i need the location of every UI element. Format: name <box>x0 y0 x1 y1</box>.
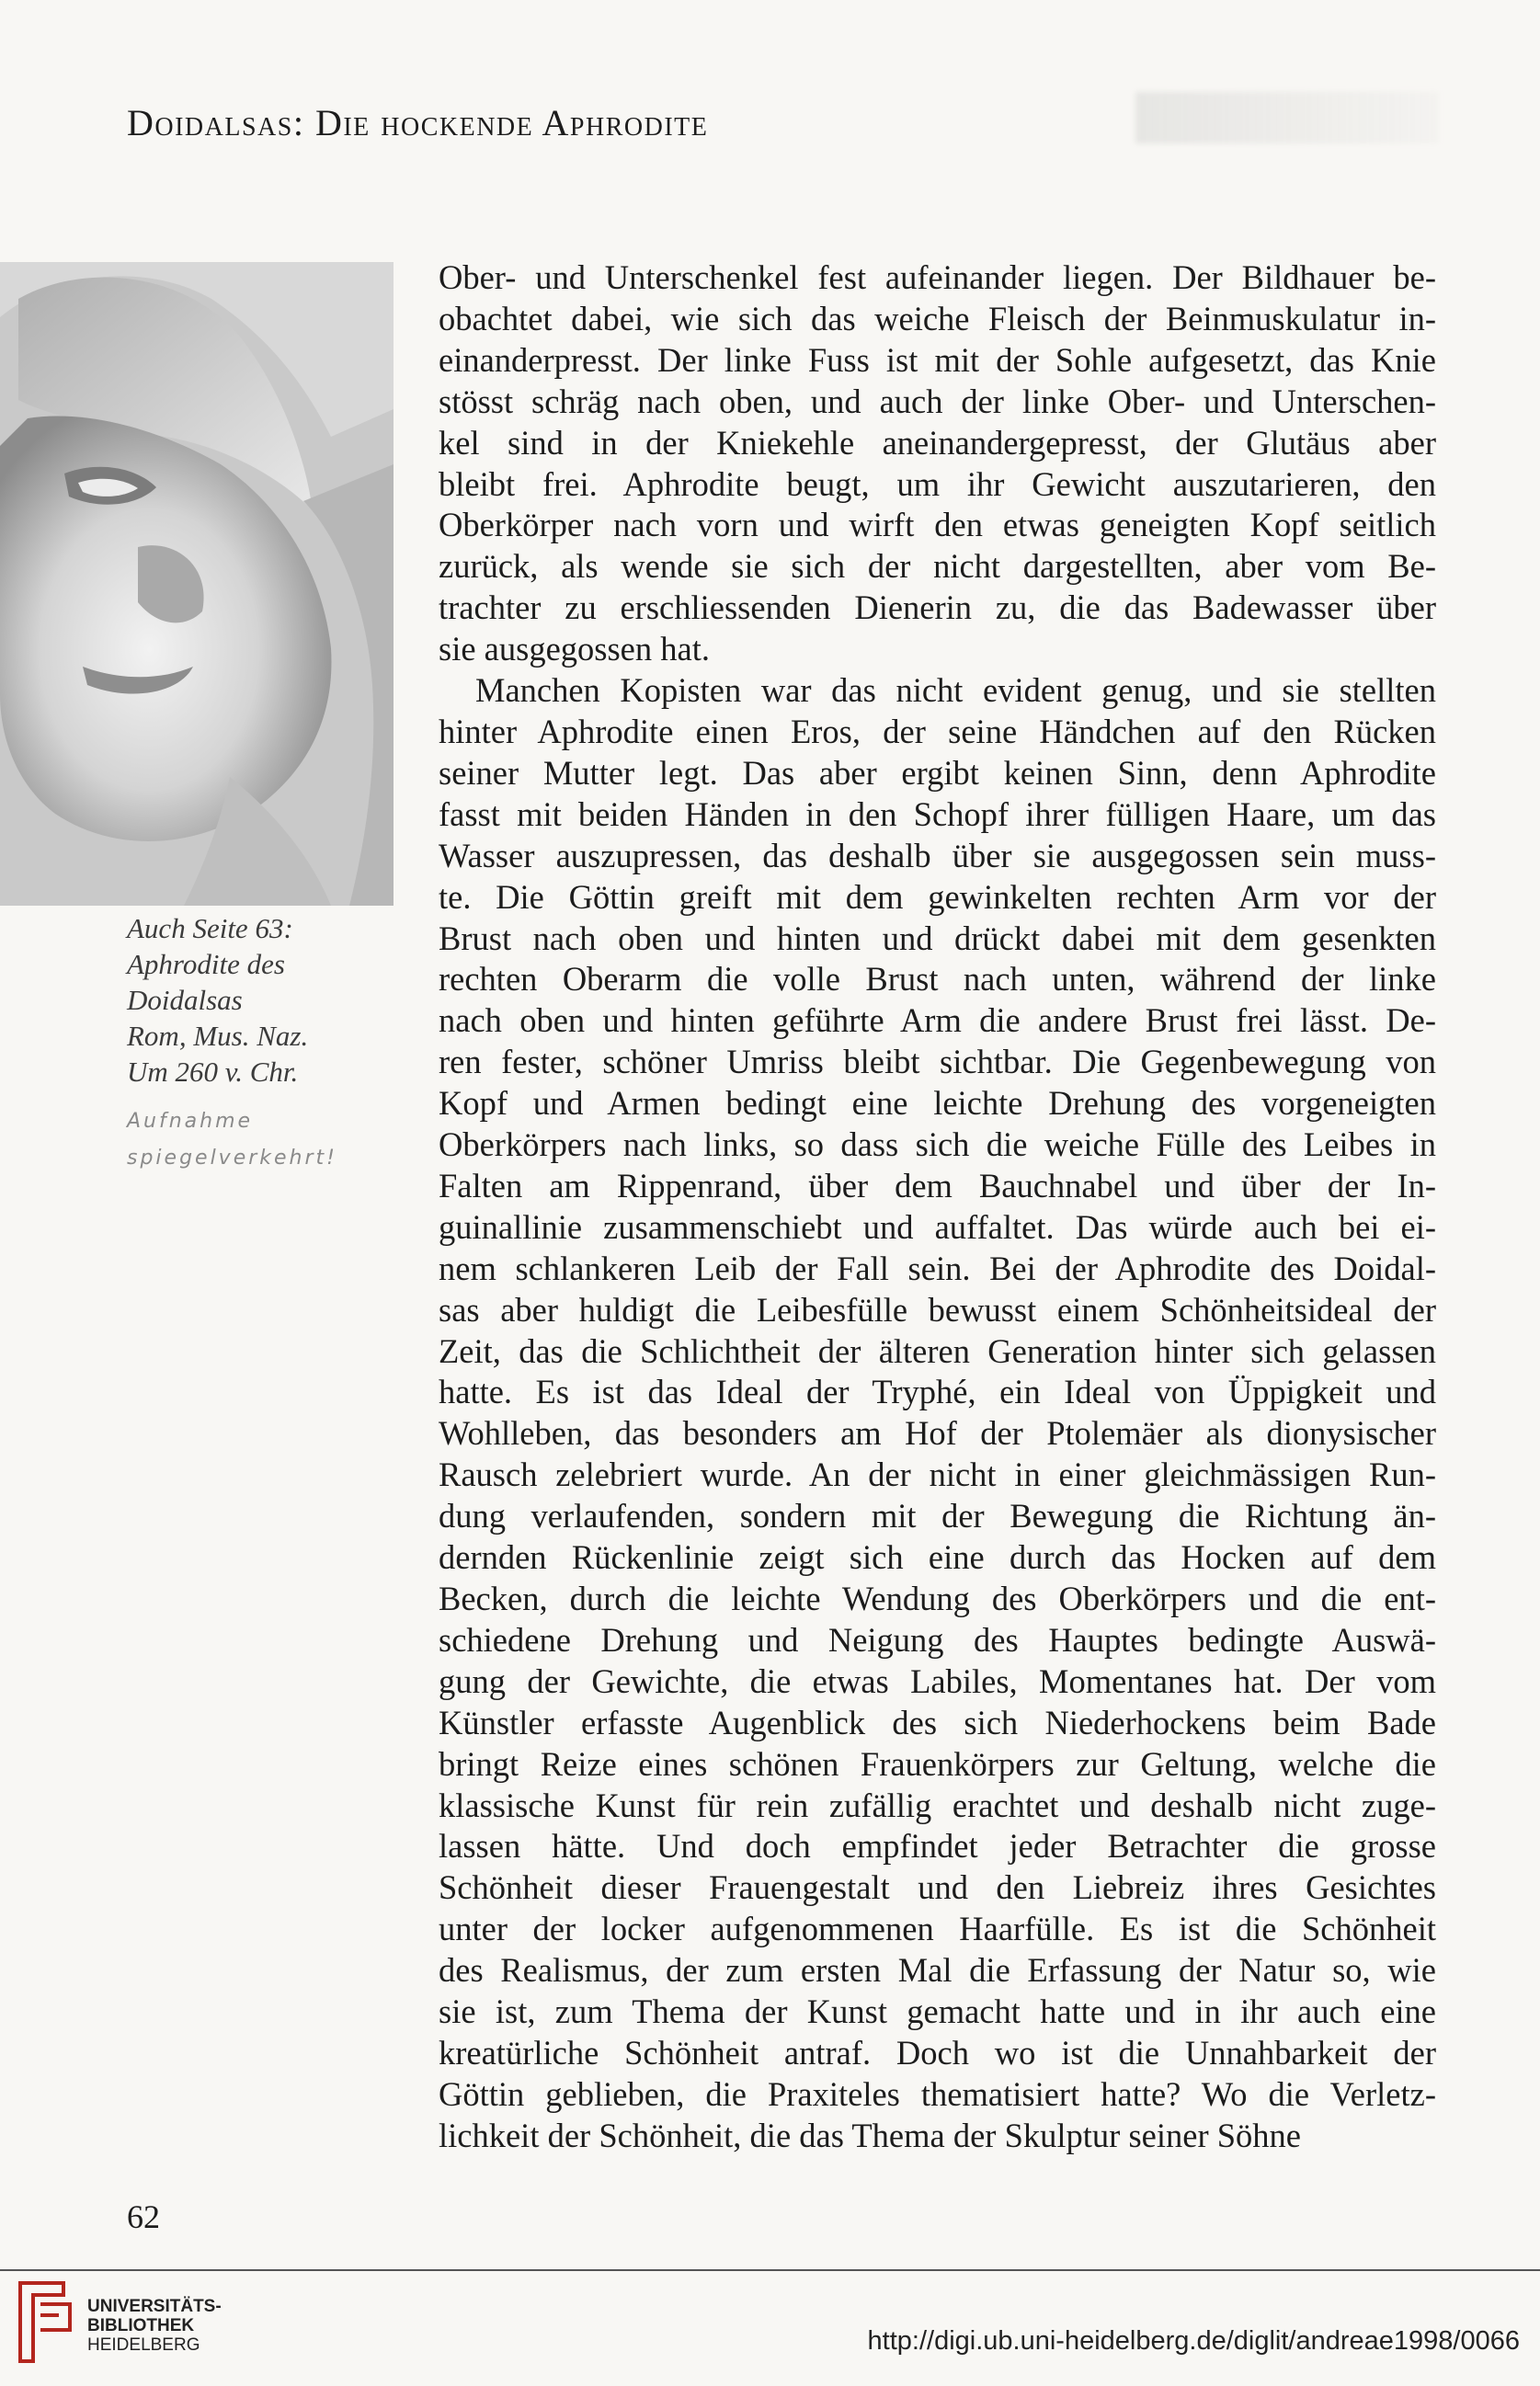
text-line: schiedene Drehung und Neigung des Hauptes bedingte Auswä- <box>439 1620 1436 1659</box>
text-line: Ober- und Unterschenkel fest aufeinander liegen. Der Bildhauer be- <box>439 258 1436 296</box>
text-line: seiner Mutter legt. Das aber ergibt keinen Sinn, denn Aphrodite <box>439 753 1436 792</box>
text-line: dung verlaufenden, sondern mit der Bewegung die Richtung än- <box>439 1497 1436 1535</box>
text-line: kel sind in der Kniekehle aneinandergepresst, der Glutäus aber <box>439 423 1436 462</box>
caption-line: Doidalsas <box>127 984 243 1016</box>
text-line: Wasser auszupressen, das deshalb über sie ausgegossen sein muss- <box>439 836 1436 874</box>
text-line: Zeit, das die Schlichtheit der älteren Generation hinter sich gelassen <box>439 1331 1436 1370</box>
text-line: einanderpresst. Der linke Fuss ist mit der Sohle aufgesetzt, das Knie <box>439 340 1436 379</box>
text-line: Oberkörpers nach links, so dass sich die weiche Fülle des Leibes in <box>439 1125 1436 1164</box>
text-line: fasst mit beiden Händen in den Schopf ihrer fülligen Haare, um das <box>439 794 1436 833</box>
handwritten-note <box>127 1103 394 1177</box>
text-line: Oberkörper nach vorn und wirft den etwas geneigten Kopf seitlich <box>439 506 1436 544</box>
text-line: te. Die Göttin greift mit dem gewinkelten rechten Arm vor der <box>439 877 1436 916</box>
text-line: sie ist, zum Thema der Kunst gemacht hatte und in ihr auch eine <box>439 1992 1436 2031</box>
text-line: bringt Reize eines schönen Frauenkörpers zur Geltung, welche die <box>439 1744 1436 1783</box>
text-line: zurück, als wende sie sich der nicht dargestellten, aber vom Be- <box>439 547 1436 586</box>
text-line: des Realismus, der zum ersten Mal die Erfassung der Natur so, wie <box>439 1951 1436 1990</box>
body-text <box>439 257 1436 2157</box>
library-name <box>87 2297 222 2355</box>
library-name-line: BIBLIOTHEK <box>87 2316 195 2335</box>
text-line: Schönheit dieser Frauengestalt und den Liebreiz ihres Gesichtes <box>439 1868 1436 1907</box>
text-line: Becken, durch die leichte Wendung des Oberkörpers und die ent- <box>439 1580 1436 1617</box>
caption-line: Auch Seite 63: <box>127 912 293 944</box>
text-line: ren fester, schöner Umriss bleibt sichtbar. Die Gegenbewegung von <box>439 1043 1436 1081</box>
sculpture-photo <box>0 262 394 906</box>
text-line: Wohlleben, das besonders am Hof der Ptolemäer als dionysischer <box>439 1414 1436 1453</box>
text-line: nach oben und hinten geführte Arm die andere Brust frei lässt. De- <box>439 1001 1436 1040</box>
text-line: rechten Oberarm die volle Brust nach unten, während der linke <box>439 960 1436 999</box>
handwritten-line: Aufnahme <box>127 1110 254 1133</box>
bleed-through-header <box>1135 92 1439 143</box>
text-line: bleibt frei. Aphrodite beugt, um ihr Gewicht auszutarieren, den <box>439 464 1436 503</box>
library-name-line: HEIDELBERG <box>87 2335 200 2355</box>
caption-line: Um 260 v. Chr. <box>127 1056 299 1088</box>
source-url[interactable]: http://digi.ub.uni-heidelberg.de/diglit/andreae1998/0066 <box>867 2326 1520 2356</box>
text-line: lichkeit der Schönheit, die das Thema der Skulptur seiner Söhne <box>439 2116 1301 2154</box>
library-logo-icon <box>13 2278 77 2366</box>
text-line: Kopf und Armen bedingt eine leichte Drehung des vorgeneigten <box>439 1084 1436 1123</box>
text-line: Brust nach oben und hinten und drückt dabei mit dem gesenkten <box>439 919 1436 957</box>
text-line: kreatürliche Schönheit antraf. Doch wo ist die Unnahbarkeit der <box>439 2033 1436 2072</box>
figure-caption <box>127 910 394 1090</box>
text-line: guinallinie zusammenschiebt und auffaltet. Das würde auch bei ei- <box>439 1207 1436 1246</box>
text-line: unter der locker aufgenommenen Haarfülle. Es ist die Schönheit <box>439 1910 1436 1948</box>
text-line: Göttin geblieben, die Praxiteles thematisiert hatte? Wo die Verletz- <box>439 2074 1436 2113</box>
handwritten-line: spiegelverkehrt! <box>127 1147 337 1170</box>
text-line: dernden Rückenlinie zeigt sich eine durch das Hocken auf dem <box>439 1538 1436 1577</box>
library-name-line: UNIVERSITÄTS- <box>87 2297 222 2316</box>
text-line: stösst schräg nach oben, und auch der linke Ober- und Unterschen- <box>439 382 1436 420</box>
caption-line: Aphrodite des <box>127 948 285 980</box>
text-line: trachter zu erschliessenden Dienerin zu, die das Badewasser über <box>439 588 1436 627</box>
caption-line: Rom, Mus. Naz. <box>127 1020 309 1052</box>
page-number: 62 <box>127 2198 160 2235</box>
text-line: sie ausgegossen hat. <box>439 630 710 668</box>
text-line: lassen hätte. Und doch empfindet jeder Betrachter die grosse <box>439 1827 1436 1866</box>
running-title: Doidalsas: Die hockende Aphrodite <box>127 102 709 143</box>
text-line: nem schlankeren Leib der Fall sein. Bei der Aphrodite des Doidal- <box>439 1249 1436 1287</box>
text-line: Künstler erfasste Augenblick des sich Niederhockens beim Bade <box>439 1703 1436 1741</box>
text-line: sas aber huldigt die Leibesfülle bewusst einem Schönheitsideal der <box>439 1290 1436 1329</box>
text-line: klassische Kunst für rein zufällig erachtet und deshalb nicht zuge- <box>439 1786 1436 1824</box>
text-line: Falten am Rippenrand, über dem Bauchnabel und über der In- <box>439 1166 1436 1204</box>
text-line: hinter Aphrodite einen Eros, der seine Händchen auf den Rücken <box>439 712 1436 750</box>
text-line: hatte. Es ist das Ideal der Tryphé, ein Ideal von Üppigkeit und <box>439 1373 1436 1411</box>
paragraph <box>439 670 1436 2157</box>
footer-divider <box>0 2269 1540 2271</box>
text-line: Rausch zelebriert wurde. An der nicht in einer gleichmässigen Run- <box>439 1456 1436 1494</box>
paragraph <box>439 257 1436 670</box>
text-line: Manchen Kopisten war das nicht evident genug, und sie stellten <box>475 671 1436 710</box>
text-line: obachtet dabei, wie sich das weiche Fleisch der Beinmuskulatur in- <box>439 299 1436 337</box>
text-line: gung der Gewichte, die etwas Labiles, Momentanes hat. Der vom <box>439 1661 1436 1700</box>
